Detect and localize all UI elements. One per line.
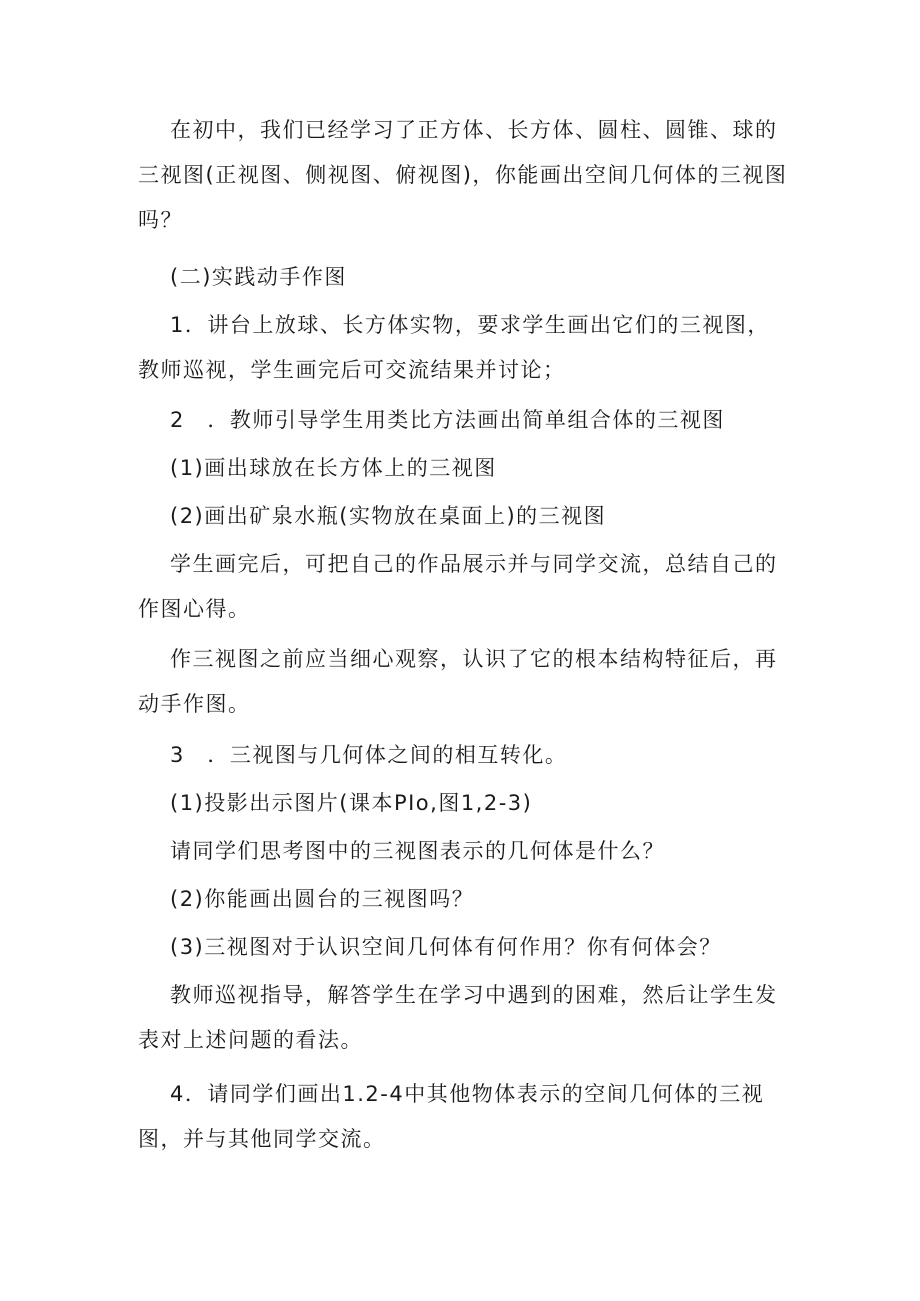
section-heading: (二)实践动手作图 [170,265,347,289]
paragraph-item-4: 4．请同学们画出1.2-4中其他物体表示的空间几何体的三视图，并与其他同学交流。 [138,1082,765,1151]
paragraph-teacher-guidance: 教师巡视指导，解答学生在学习中遇到的困难，然后让学生发表对上述问题的看法。 [138,983,778,1052]
sub-item-3-2: (2)你能画出圆台的三视图吗？ [170,887,475,911]
paragraph-item-2: 2 ．教师引导学生用类比方法画出简单组合体的三视图 [170,408,725,432]
sub-item-3-1: (1)投影出示图片(课本PIo,图1,2-3) [170,791,533,815]
paragraph-observation: 作三视图之前应当细心观察，认识了它的根本结构特征后，再动手作图。 [138,647,778,716]
sub-item-2-2: (2)画出矿泉水瓶(实物放在桌面上)的三视图 [170,504,607,528]
paragraph-intro: 在初中，我们已经学习了正方体、长方体、圆柱、圆锥、球的三视图(正视图、侧视图、俯视图)，你能画出空间几何体的三视图吗？ [138,118,788,232]
paragraph-item-1: 1．讲台上放球、长方体实物，要求学生画出它们的三视图，教师巡视，学生画完后可交流结果并讨论； [138,313,770,382]
paragraph-item-3: 3 ．三视图与几何体之间的相互转化。 [170,743,568,767]
sub-item-2-1: (1)画出球放在长方体上的三视图 [170,456,497,480]
sub-item-3-3: (3)三视图对于认识空间几何体有何作用？你有何体会？ [170,935,722,959]
question-line: 请同学们思考图中的三视图表示的几何体是什么？ [170,839,665,863]
paragraph-student-summary: 学生画完后，可把自己的作品展示并与同学交流，总结自己的作图心得。 [138,552,778,621]
